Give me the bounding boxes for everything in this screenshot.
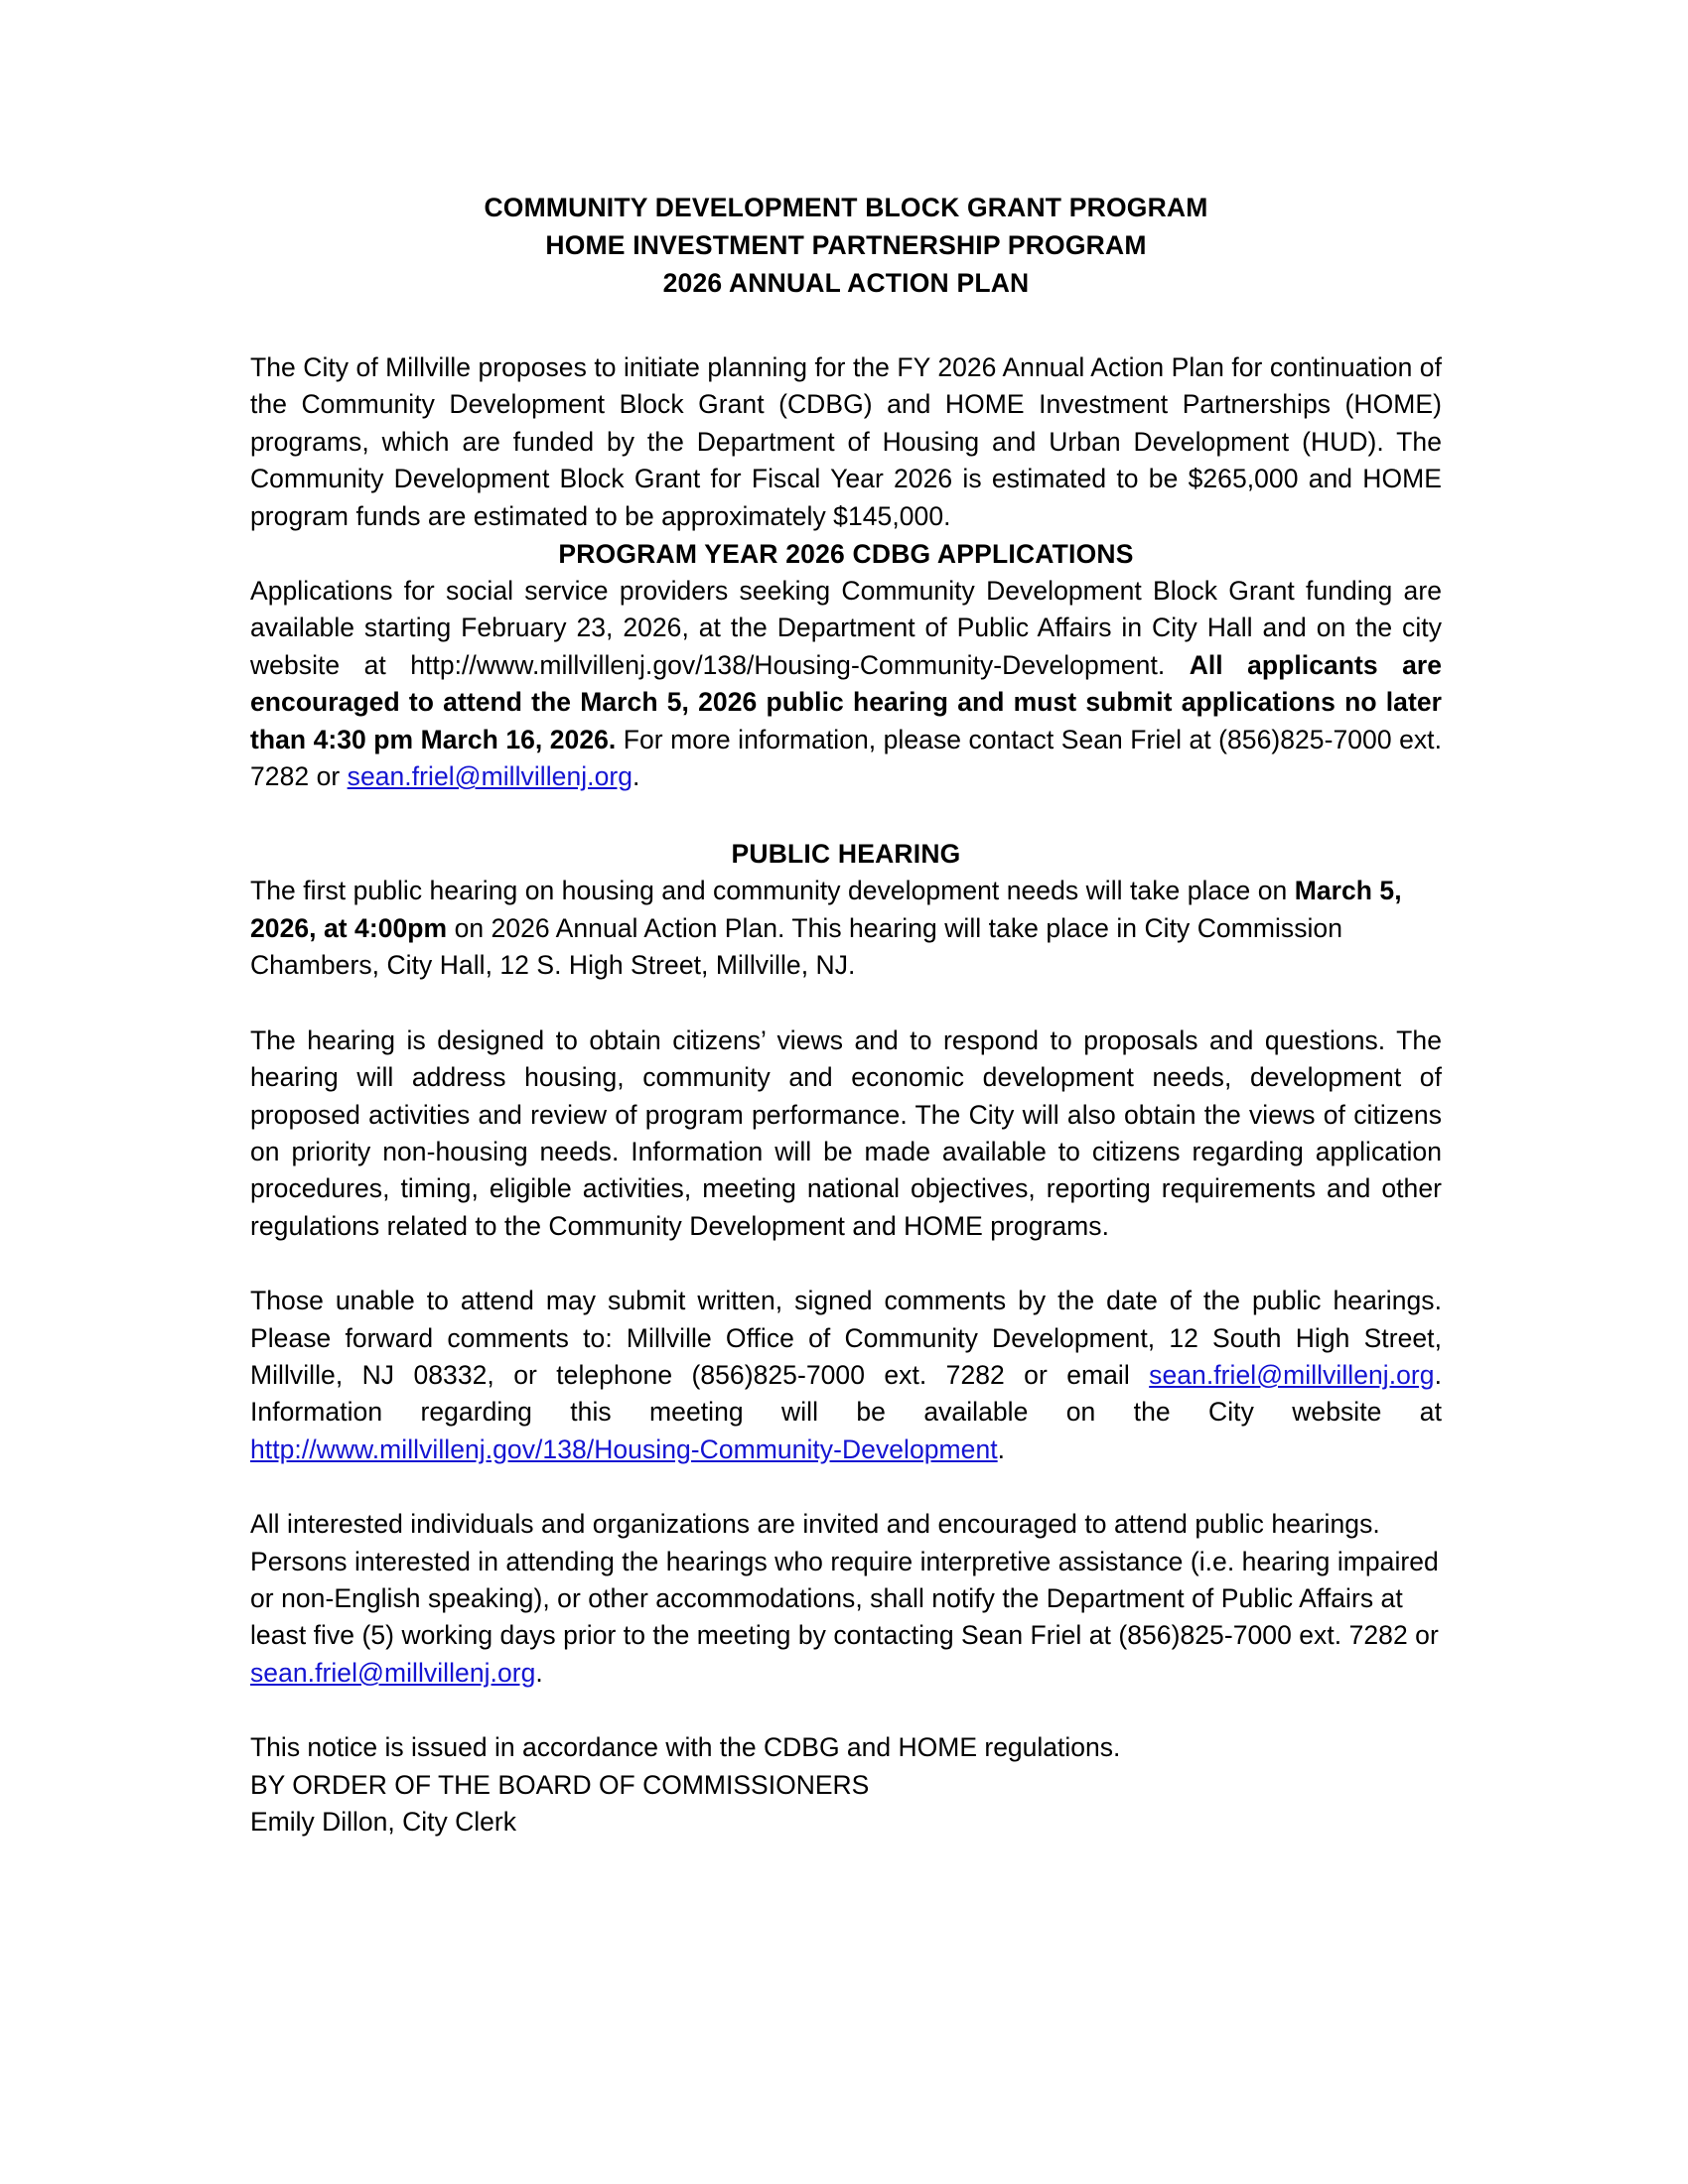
public-hearing-part2: on 2026 Annual Action Plan. This hearing will take place in City Commission Chambers, City Hall, 12 S. High Street, Millville, NJ.	[250, 912, 1343, 981]
spacer-before-hearing-design	[250, 985, 1442, 1023]
email-link-comments[interactable]: sean.friel@millvillenj.org	[1149, 1359, 1435, 1390]
written-comments-part2: . Information regarding this meeting will be available on the City website at	[250, 1359, 1442, 1428]
written-comments-part3: .	[997, 1433, 1006, 1464]
document-title	[250, 189, 1442, 302]
title-line-2: HOME INVESTMENT PARTNERSHIP PROGRAM	[545, 230, 1147, 260]
title-line-1: COMMUNITY DEVELOPMENT BLOCK GRANT PROGRAM	[484, 193, 1208, 222]
applications-text-part1: Applications for social service providers seeking Community Development Block Grant funding are available starting February 23, 2026, at the Department of Public Affairs in City Hall and on the city website at http://www.millvillenj.gov/138/Housing-Community-Development.	[250, 576, 1442, 680]
hearing-design-paragraph: The hearing is designed to obtain citizens’ views and to respond to proposals and questions. The hearing will address housing, community and economic development needs, development of proposed activities and review of program performance. The City will also obtain the views of citizens on priority non-housing needs. Information will be made available to citizens regarding application procedures, timing, eligible activities, meeting national objectives, reporting requirements and other regulations related to the Community Development and HOME programs.	[250, 1024, 1442, 1241]
applications-text-part3: .	[633, 761, 640, 792]
public-hearing-paragraph	[250, 873, 1442, 984]
accommodations-part1: All interested individuals and organizations are invited and encouraged to attend public hearings. Persons interested in attending the hearings who require interpretive assistance (i.e. hearing impaired or non-English speaking), or other accommodations, shall notify the Department of Public Affairs at least five (5) working days prior to the meeting by contacting Sean Friel at (856)825-7000 ext. 7282 or	[250, 1509, 1439, 1651]
accommodations-part2: .	[535, 1657, 543, 1688]
closing-line-order: BY ORDER OF THE BOARD OF COMMISSIONERS	[250, 1769, 870, 1800]
closing-line-signature: Emily Dillon, City Clerk	[250, 1807, 516, 1837]
spacer-before-written-comments	[250, 1245, 1442, 1283]
intro-paragraph: The City of Millville proposes to initiate planning for the FY 2026 Annual Action Plan for continuation of the Community Development Block Grant (CDBG) and HOME Investment Partnerships (HOME) programs, which are funded by the Department of Housing and Urban Development (HUD). The Community Development Block Grant for Fiscal Year 2026 is estimated to be $265,000 and HOME program funds are estimated to be approximately $145,000.	[250, 352, 1442, 531]
public-hearing-part1: The first public hearing on housing and community development needs will take place on	[250, 876, 1295, 906]
applications-paragraph	[250, 573, 1442, 795]
public-hearing-date-bold: March 5, 2026, at 4:00pm	[250, 876, 1402, 943]
website-link-housing-community-development[interactable]: http://www.millvillenj.gov/138/Housing-Community-Development	[250, 1433, 998, 1464]
email-link-accommodations[interactable]: sean.friel@millvillenj.org	[250, 1657, 536, 1688]
email-link-applications[interactable]: sean.friel@millvillenj.org	[347, 761, 633, 792]
written-comments-paragraph	[250, 1283, 1442, 1468]
applications-bold-notice: All applicants are encouraged to attend the March 5, 2026 public hearing and must submit applications no later than 4:30 pm March 16, 2026.	[250, 649, 1443, 754]
spacer-after-title	[250, 302, 1442, 349]
spacer-before-accommodations	[250, 1468, 1442, 1506]
spacer-before-closing	[250, 1692, 1442, 1729]
closing-line-notice: This notice is issued in accordance with the CDBG and HOME regulations.	[250, 1732, 1121, 1763]
closing-block	[250, 1729, 1442, 1841]
written-comments-part1: Those unable to attend may submit written, signed comments by the date of the public hearings. Please forward comments to: Millville Office of Community Development, 12 South High Street, Millville, NJ 08332, or telephone (856)825-7000 ext. 7282 or email	[250, 1286, 1442, 1390]
applications-text-part2: For more information, please contact Sean Friel at (856)825-7000 ext. 7282 or	[250, 724, 1442, 792]
accommodations-paragraph	[250, 1506, 1442, 1692]
spacer-before-public-hearing	[250, 795, 1442, 835]
public-hearing-heading: PUBLIC HEARING	[731, 839, 961, 870]
title-line-3: 2026 ANNUAL ACTION PLAN	[662, 268, 1030, 298]
applications-heading: PROGRAM YEAR 2026 CDBG APPLICATIONS	[558, 539, 1134, 570]
